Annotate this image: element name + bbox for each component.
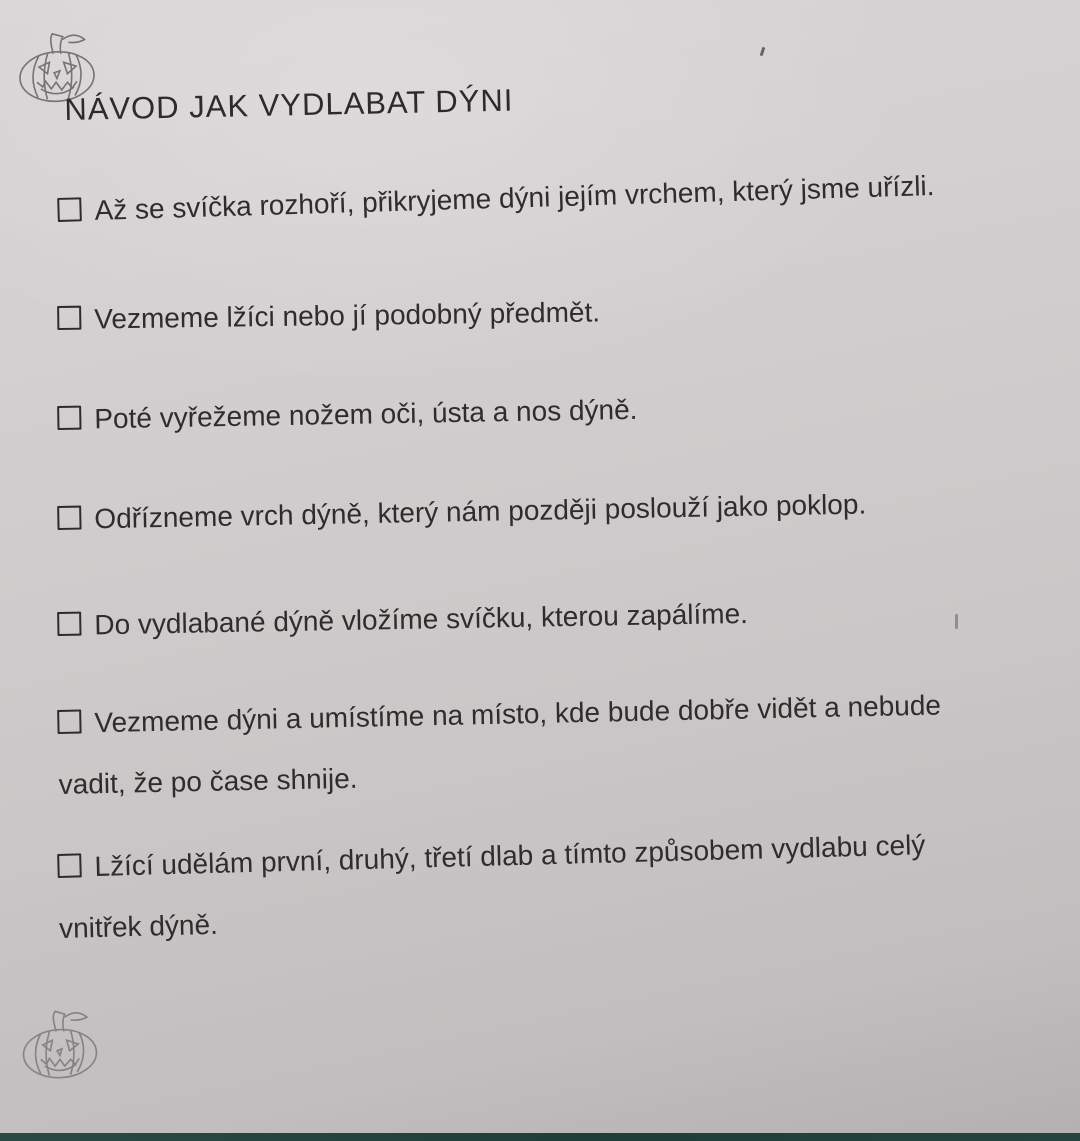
checkbox-icon [57, 506, 81, 530]
checkbox-icon [57, 612, 81, 636]
checkbox-icon [57, 709, 81, 733]
checklist-item-4 [57, 484, 867, 540]
pumpkin-stamp-bottom [12, 1005, 108, 1083]
page-title: NÁVOD JAK VYDLABAT DÝNI [64, 82, 514, 127]
checkbox-icon [57, 197, 82, 222]
item-text: Až se svíčka rozhoří, přikryjeme dýni jejím vrchem, který jsme uřízli. [94, 169, 935, 226]
item-text: Vezmeme lžíci nebo jí podobný předmět. [94, 296, 601, 335]
jack-o-lantern-icon [12, 1005, 108, 1083]
item-text: Poté vyřežeme nožem oči, ústa a nos dýně. [94, 393, 638, 435]
checkbox-icon [57, 306, 81, 330]
checklist-item-7 [57, 825, 927, 949]
item-text: Lžící udělám první, druhý, třetí dlab a tímto způsobem vydlabu celý [94, 829, 926, 883]
checklist-item-6 [57, 685, 943, 804]
item-line [57, 685, 941, 743]
faint-pen-mark [955, 614, 958, 629]
checklist-item-2 [57, 292, 600, 340]
item-line: vnitřek dýně. [58, 908, 219, 944]
checkbox-icon [57, 406, 81, 430]
checkbox-icon [57, 853, 82, 878]
item-line [57, 825, 926, 888]
checklist-item-1 [57, 166, 935, 232]
bottom-desk-edge [0, 1133, 1080, 1141]
item-text: Do vydlabané dýně vložíme svíčku, kterou zapálíme. [94, 597, 749, 641]
ink-speck [760, 47, 766, 56]
item-text: Vezmeme dýni a umístíme na místo, kde bude dobře vidět a nebude [94, 689, 942, 739]
checklist-item-5 [57, 594, 748, 646]
checklist-item-3 [57, 390, 638, 440]
item-line: vadit, že po čase shnije. [58, 762, 358, 800]
item-text: Odřízneme vrch dýně, který nám později poslouží jako poklop. [94, 488, 867, 535]
